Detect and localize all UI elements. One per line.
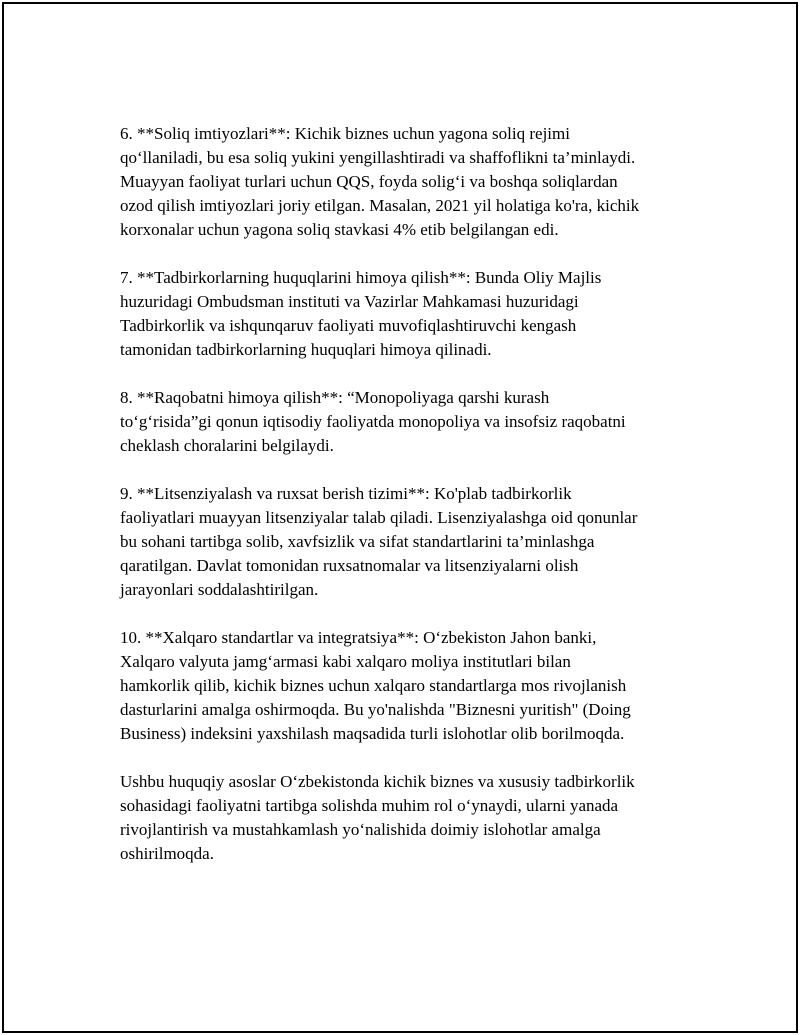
text-line: hamkorlik qilib, kichik biznes uchun xalqaro standartlarga mos rivojlanish (120, 676, 627, 695)
paragraph-huquqlarni-himoya (120, 266, 700, 362)
paragraph-raqobatni-himoya (120, 386, 700, 458)
text-line: oshirilmoqda. (120, 844, 214, 863)
text-line: 7. **Tadbirkorlarning huquqlarini himoya qilish**: Bunda Oliy Majlis (120, 268, 602, 287)
text-line: 10. **Xalqaro standartlar va integratsiya**: O‘zbekiston Jahon banki, (120, 628, 597, 647)
text-line: Muayyan faoliyat turlari uchun QQS, foyda solig‘i va boshqa soliqlardan (120, 172, 618, 191)
text-line: jarayonlari soddalashtirilgan. (120, 580, 319, 599)
text-line: cheklash choralarini belgilaydi. (120, 436, 334, 455)
text-line: korxonalar uchun yagona soliq stavkasi 4% etib belgilangan edi. (120, 220, 559, 239)
text-line: rivojlantirish va mustahkamlash yo‘nalishida doimiy islohotlar amalga (120, 820, 601, 839)
paragraph-xalqaro-standartlar (120, 626, 700, 746)
text-line: Tadbirkorlik va ishqunqaruv faoliyati muvofiqlashtiruvchi kengash (120, 316, 577, 335)
page-border (2, 2, 798, 1033)
text-line: 8. **Raqobatni himoya qilish**: “Monopoliyaga qarshi kurash (120, 388, 550, 407)
text-line: qo‘llaniladi, bu esa soliq yukini yengillashtiradi va shaffoflikni ta’minlaydi. (120, 148, 636, 167)
text-line: Xalqaro valyuta jamg‘armasi kabi xalqaro moliya institutlari bilan (120, 652, 571, 671)
text-line: dasturlarini amalga oshirmoqda. Bu yo'nalishda "Biznesni yuritish" (Doing (120, 700, 631, 719)
text-line: faoliyatlari muayyan litsenziyalar talab qiladi. Lisenziyalashga oid qonunlar (120, 508, 638, 527)
text-line: qaratilgan. Davlat tomonidan ruxsatnomalar va litsenziyalarni olish (120, 556, 579, 575)
paragraph-litsenziyalash (120, 482, 700, 602)
text-line: bu sohani tartibga solib, xavfsizlik va sifat standartlarini ta’minlashga (120, 532, 595, 551)
text-line: 6. **Soliq imtiyozlari**: Kichik biznes uchun yagona soliq rejimi (120, 124, 570, 143)
text-line: huzuridagi Ombudsman instituti va Vazirlar Mahkamasi huzuridagi (120, 292, 579, 311)
paragraph-soliq-imtiyozlari (120, 122, 700, 242)
paragraph-conclusion (120, 770, 700, 866)
text-line: Business) indeksini yaxshilash maqsadida turli islohotlar olib borilmoqda. (120, 724, 625, 743)
text-line: sohasidagi faoliyatni tartibga solishda muhim rol o‘ynaydi, ularni yanada (120, 796, 619, 815)
document-body (120, 122, 700, 890)
text-line: 9. **Litsenziyalash va ruxsat berish tizimi**: Ko'plab tadbirkorlik (120, 484, 572, 503)
text-line: Ushbu huquqiy asoslar O‘zbekistonda kichik biznes va xususiy tadbirkorlik (120, 772, 635, 791)
text-line: to‘g‘risida”gi qonun iqtisodiy faoliyatda monopoliya va insofsiz raqobatni (120, 412, 626, 431)
text-line: ozod qilish imtiyozlari joriy etilgan. Masalan, 2021 yil holatiga ko'ra, kichik (120, 196, 640, 215)
text-line: tamonidan tadbirkorlarning huquqlari himoya qilinadi. (120, 340, 492, 359)
